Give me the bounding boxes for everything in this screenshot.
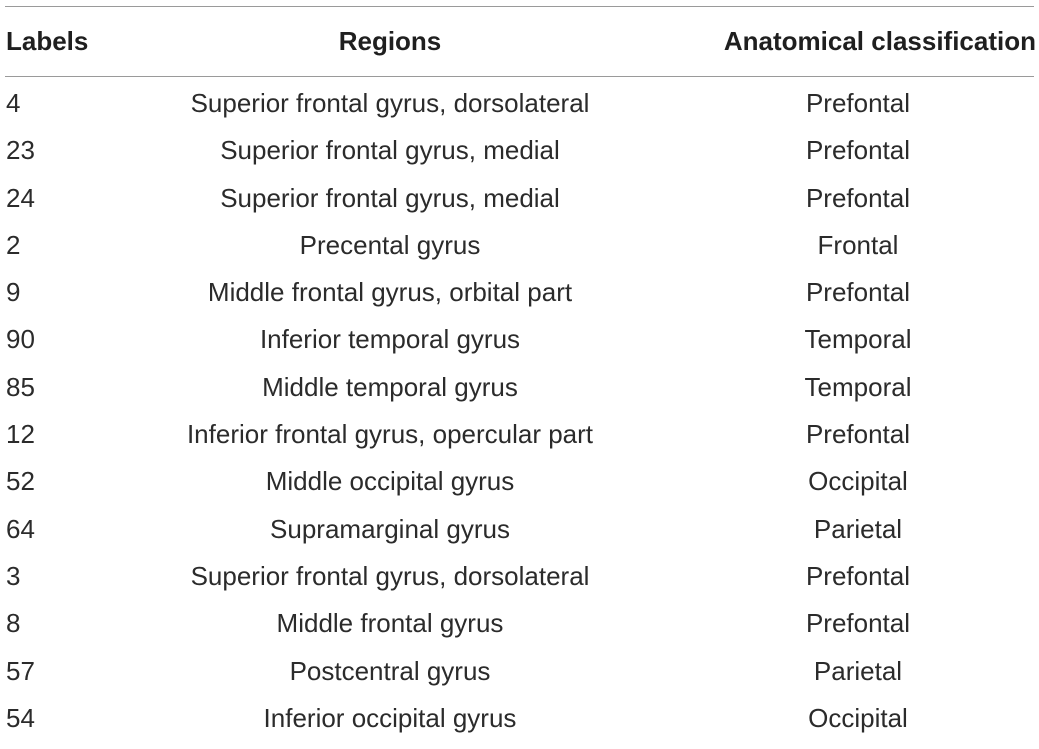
row-classification: Prefontal — [805, 608, 911, 639]
row-region: Postcentral gyrus — [289, 655, 491, 686]
table-row — [0, 80, 1039, 127]
row-classification: Occipital — [808, 702, 908, 733]
row-label: 2 — [6, 229, 21, 260]
row-label: 52 — [6, 466, 35, 497]
row-label: 9 — [6, 277, 21, 308]
table-header-row — [0, 6, 1039, 76]
row-region: Superior frontal gyrus, medial — [220, 135, 560, 166]
row-classification: Temporal — [804, 324, 912, 355]
row-label: 8 — [6, 608, 21, 639]
row-classification: Prefontal — [805, 419, 911, 450]
row-label: 24 — [6, 182, 35, 213]
row-classification: Prefontal — [805, 560, 911, 591]
row-classification: Parietal — [813, 513, 903, 544]
row-label: 3 — [6, 560, 21, 591]
table-row — [0, 316, 1039, 363]
row-label: 54 — [6, 702, 35, 733]
row-region: Inferior frontal gyrus, opercular part — [186, 419, 594, 450]
row-region: Inferior temporal gyrus — [259, 324, 521, 355]
row-classification: Parietal — [813, 655, 903, 686]
row-region: Superior frontal gyrus, medial — [220, 182, 560, 213]
header-anatomical-classification: Anatomical classification — [723, 26, 1036, 56]
row-region: Middle occipital gyrus — [265, 466, 515, 497]
table-row — [0, 127, 1039, 174]
row-region: Superior frontal gyrus, dorsolateral — [190, 560, 590, 591]
table-row — [0, 364, 1039, 411]
table-row — [0, 222, 1039, 269]
table-row — [0, 411, 1039, 458]
row-label: 12 — [6, 419, 35, 450]
row-label: 23 — [6, 135, 35, 166]
table-row — [0, 458, 1039, 505]
row-classification: Occipital — [808, 466, 908, 497]
row-region: Superior frontal gyrus, dorsolateral — [190, 88, 590, 118]
table-body — [0, 80, 1039, 742]
row-classification: Prefontal — [805, 182, 911, 213]
table-row — [0, 269, 1039, 316]
row-classification: Prefontal — [805, 88, 911, 118]
row-classification: Prefontal — [805, 277, 911, 308]
row-region: Supramarginal gyrus — [270, 513, 510, 544]
row-label: 64 — [6, 513, 35, 544]
row-classification: Temporal — [804, 371, 912, 402]
table-row — [0, 648, 1039, 695]
row-classification: Frontal — [817, 229, 899, 260]
table-row — [0, 695, 1039, 742]
table-row — [0, 553, 1039, 600]
row-label: 57 — [6, 655, 35, 686]
table-row — [0, 600, 1039, 647]
table-row — [0, 506, 1039, 553]
header-labels: Labels — [6, 26, 89, 56]
row-region: Middle temporal gyrus — [262, 371, 518, 402]
row-region: Precental gyrus — [299, 229, 481, 260]
row-label: 85 — [6, 371, 35, 402]
row-classification: Prefontal — [805, 135, 911, 166]
table-header-rule — [5, 76, 1034, 77]
row-region: Inferior occipital gyrus — [263, 702, 517, 733]
row-label: 4 — [6, 88, 21, 118]
header-regions: Regions — [338, 26, 442, 56]
row-label: 90 — [6, 324, 35, 355]
table-row — [0, 175, 1039, 222]
row-region: Middle frontal gyrus, orbital part — [207, 277, 573, 308]
row-region: Middle frontal gyrus — [276, 608, 504, 639]
